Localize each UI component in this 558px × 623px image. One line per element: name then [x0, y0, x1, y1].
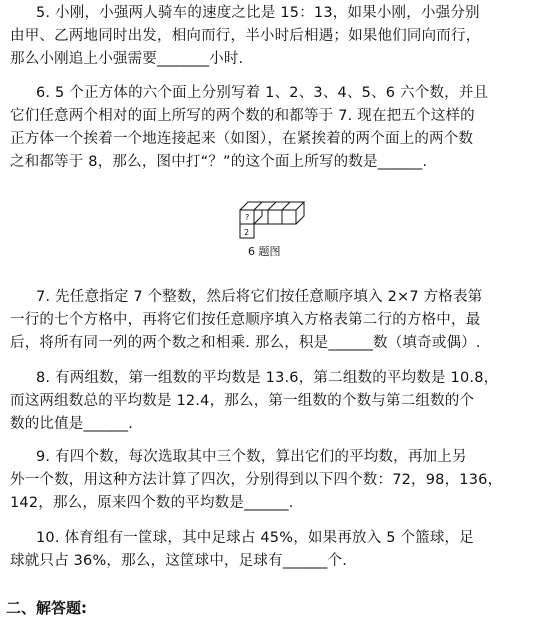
- problem-8-line-2: 而这两组数总的平均数是 12.4，那么，第一组数的个数与第二组数的个: [10, 393, 475, 409]
- problem-7-line-1: 7. 先任意指定 7 个整数，然后将它们按任意顺序填入 2×7 方格表第: [36, 289, 483, 305]
- cube-front-face: [268, 210, 282, 224]
- problem-6-line-1: 6. 5 个正方体的六个面上分别写着 1、2、3、4、5、6 六个数，并且: [36, 85, 489, 101]
- problem-9-line-2: 外一个数，用这种方法计算了四次，分别得到以下四个数：72，98，136，: [10, 472, 503, 488]
- problem-6-line-3: 正方体一个挨着一个地连接起来（如图），在紧挨着的两个面上的两个数: [10, 131, 474, 147]
- face-number-label: 2: [244, 228, 250, 237]
- problem-10: [10, 527, 550, 573]
- figure-caption: 6 题图: [248, 245, 281, 258]
- problem-9: [10, 446, 550, 515]
- problem-6-line-2: 它们任意两个相对的面上所写的两个数的和都等于 7. 现在把五个这样的: [10, 108, 475, 124]
- problem-7: [10, 286, 550, 355]
- section-heading: 二、解答题:: [6, 599, 87, 617]
- problem-5: [10, 2, 550, 71]
- problem-5-line-2: 由甲、乙两地同时出发，相向而行，半小时后相遇；如果他们同向而行，: [10, 28, 481, 44]
- problem-7-line-3: 后，将所有同一列的两个数之和相乘. 那么，积是______数（填奇或偶）.: [10, 335, 481, 351]
- problem-5-line-1: 5. 小刚，小强两人骑车的速度之比是 15：13，如果小刚，小强分别: [36, 5, 480, 21]
- problem-8-line-3: 数的比值是______.: [10, 416, 134, 432]
- problem-10-line-2: 球就只占 36%，那么，这筐球中，足球有______个.: [10, 553, 348, 569]
- problem-7-line-2: 一行的七个方格中，再将它们按任意顺序填入方格表第二行的方格中，最: [10, 312, 481, 328]
- problem-10-line-1: 10. 体育组有一筐球，其中足球占 45%，如果再放入 5 个篮球，足: [36, 530, 474, 546]
- problem-5-line-3: 那么小刚追上小强需要_______小时.: [10, 51, 244, 67]
- problem-9-line-3: 142，那么，原来四个数的平均数是______.: [10, 495, 294, 511]
- problem-8-line-1: 8. 有两组数，第一组数的平均数是 13.6，第二组数的平均数是 10.8，: [36, 370, 499, 386]
- question-mark-label: ?: [245, 213, 250, 222]
- problem-9-line-1: 9. 有四个数，每次选取其中三个数，算出它们的平均数，再加上另: [36, 449, 467, 465]
- problem-6-line-4: 之和都等于 8，那么，图中打“？”的这个面上所写的数是______.: [10, 154, 428, 170]
- problem-8: [10, 367, 550, 436]
- problem-6: [10, 82, 550, 174]
- cube-front-face: [282, 210, 296, 224]
